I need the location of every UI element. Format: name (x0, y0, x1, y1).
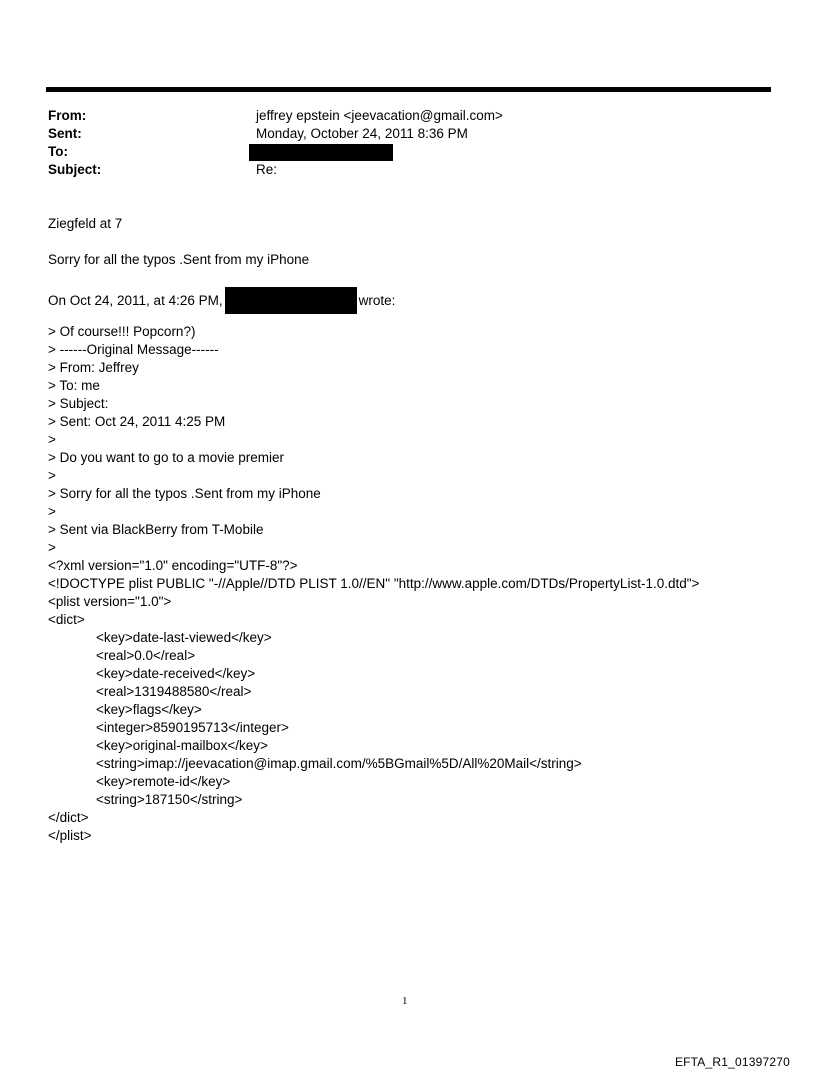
plist-entry: <key>flags</key> (96, 702, 202, 717)
reply-intro-prefix: On Oct 24, 2011, at 4:26 PM, (48, 293, 223, 308)
email-header (48, 107, 768, 179)
plist-entry: <string>imap://jeevacation@imap.gmail.com/%5BGmail%5D/All%20Mail</string> (96, 756, 582, 771)
redaction-box-sender (225, 287, 357, 314)
quoted-line: > Sent: Oct 24, 2011 4:25 PM (48, 414, 226, 429)
plist-line: <?xml version="1.0" encoding="UTF-8"?> (48, 558, 298, 573)
quoted-line: > Of course!!! Popcorn?) (48, 324, 196, 339)
quoted-line: > To: me (48, 378, 100, 393)
plist-line: </dict> (48, 810, 89, 825)
plist-line: </plist> (48, 828, 92, 843)
quoted-line: > ------Original Message------ (48, 342, 219, 357)
quoted-line: > Subject: (48, 396, 109, 411)
body-line-reply-intro (48, 287, 788, 314)
quoted-line: > Sorry for all the typos .Sent from my iPhone (48, 486, 321, 501)
quoted-line: > (48, 540, 56, 555)
from-row (48, 107, 768, 125)
plist-line: <plist version="1.0"> (48, 594, 172, 609)
from-label: From: (48, 108, 87, 123)
quoted-line: > (48, 468, 56, 483)
page-number: 1 (402, 995, 408, 1007)
quoted-message (48, 323, 788, 845)
top-rule (46, 87, 771, 92)
to-label: To: (48, 144, 68, 159)
plist-entry: <key>remote-id</key> (96, 774, 231, 789)
quoted-line: > From: Jeffrey (48, 360, 139, 375)
plist-entry: <real>1319488580</real> (96, 684, 252, 699)
to-row (48, 143, 768, 161)
plist-entry: <integer>8590195713</integer> (96, 720, 289, 735)
subject-value: Re: (256, 162, 278, 177)
from-value: jeffrey epstein <jeevacation@gmail.com> (256, 108, 503, 123)
document-id: EFTA_R1_01397270 (674, 1055, 790, 1069)
plist-entry: <key>date-last-viewed</key> (96, 630, 272, 645)
sent-label: Sent: (48, 126, 82, 141)
plist-entry: <key>original-mailbox</key> (96, 738, 268, 753)
sent-row (48, 125, 768, 143)
plist-line: <!DOCTYPE plist PUBLIC "-//Apple//DTD PLIST 1.0//EN" "http://www.apple.com/DTDs/PropertyList-1.0.dtd"> (48, 576, 700, 591)
redaction-box-recipient (249, 144, 393, 161)
subject-label: Subject: (48, 162, 102, 177)
plist-line: <dict> (48, 612, 85, 627)
sent-value: Monday, October 24, 2011 8:36 PM (256, 126, 468, 141)
plist-entry: <string>187150</string> (96, 792, 243, 807)
body-line-ziegfeld: Ziegfeld at 7 (48, 216, 123, 231)
quoted-line: > Do you want to go to a movie premier (48, 450, 284, 465)
quoted-line: > (48, 504, 56, 519)
body-line-signature: Sorry for all the typos .Sent from my iPhone (48, 252, 310, 267)
quoted-line: > (48, 432, 56, 447)
quoted-line: > Sent via BlackBerry from T-Mobile (48, 522, 264, 537)
plist-entry: <real>0.0</real> (96, 648, 196, 663)
reply-intro-suffix: wrote: (358, 293, 396, 308)
plist-entry: <key>date-received</key> (96, 666, 256, 681)
subject-row (48, 161, 768, 179)
